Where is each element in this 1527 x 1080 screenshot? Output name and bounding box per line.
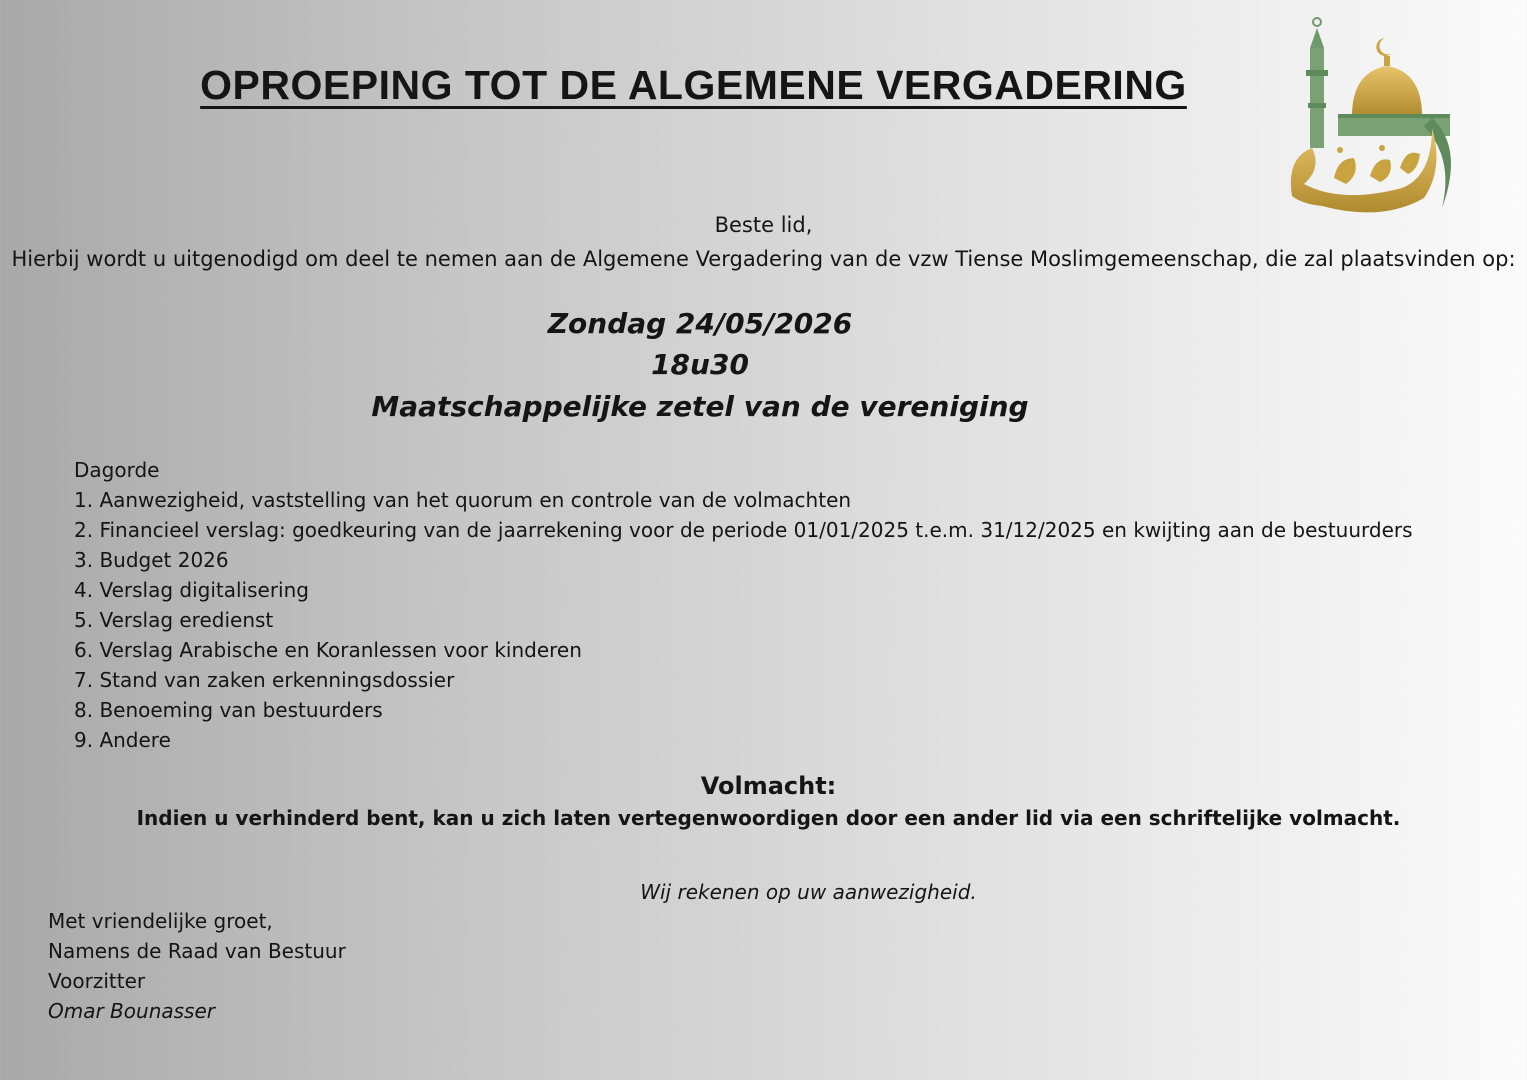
agenda-item: 3. Budget 2026 [74, 548, 229, 572]
agenda-heading: Dagorde [74, 458, 160, 482]
event-date: Zondag 24/05/2026 [547, 307, 853, 340]
event-location: Maatschappelijke zetel van de vereniging [371, 390, 1029, 423]
signature-name: Omar Bounasser [48, 999, 215, 1023]
closing-role: Voorzitter [48, 969, 146, 993]
intro-text: Hierbij wordt u uitgenodigd om deel te nemen aan de Algemene Vergadering van de vzw Tiense Moslimgemeenschap, die zal plaatsvinden op: [11, 247, 1516, 271]
agenda-item: 2. Financieel verslag: goedkeuring van de jaarrekening voor de periode 01/01/2025 t.e.m. 31/12/2025 en kwijting aan de bestuurders [74, 518, 1413, 542]
closing-on-behalf: Namens de Raad van Bestuur [48, 939, 346, 963]
proxy-heading: Volmacht: [700, 772, 837, 800]
closing-regards: Met vriendelijke groet, [48, 909, 273, 933]
agenda-item: 5. Verslag eredienst [74, 608, 274, 632]
document-title: OPROEPING TOT DE ALGEMENE VERGADERING [200, 62, 1187, 108]
greeting: Beste lid, [714, 213, 813, 237]
attendance-note: Wij rekenen op uw aanwezigheid. [640, 880, 977, 904]
agenda [74, 455, 1413, 755]
event-time: 18u30 [651, 348, 749, 381]
closing-block [48, 906, 346, 1026]
agenda-item: 1. Aanwezigheid, vaststelling van het quorum en controle van de volmachten [74, 488, 852, 512]
agenda-item: 6. Verslag Arabische en Koranlessen voor kinderen [74, 638, 582, 662]
agenda-item: 7. Stand van zaken erkenningsdossier [74, 668, 455, 692]
agenda-item: 9. Andere [74, 728, 171, 752]
mosque-calligraphy-logo-icon [1282, 8, 1470, 218]
agenda-item: 8. Benoeming van bestuurders [74, 698, 383, 722]
agenda-item: 4. Verslag digitalisering [74, 578, 309, 602]
proxy-text: Indien u verhinderd bent, kan u zich laten vertegenwoordigen door een ander lid via een schriftelijke volmacht. [136, 806, 1401, 830]
